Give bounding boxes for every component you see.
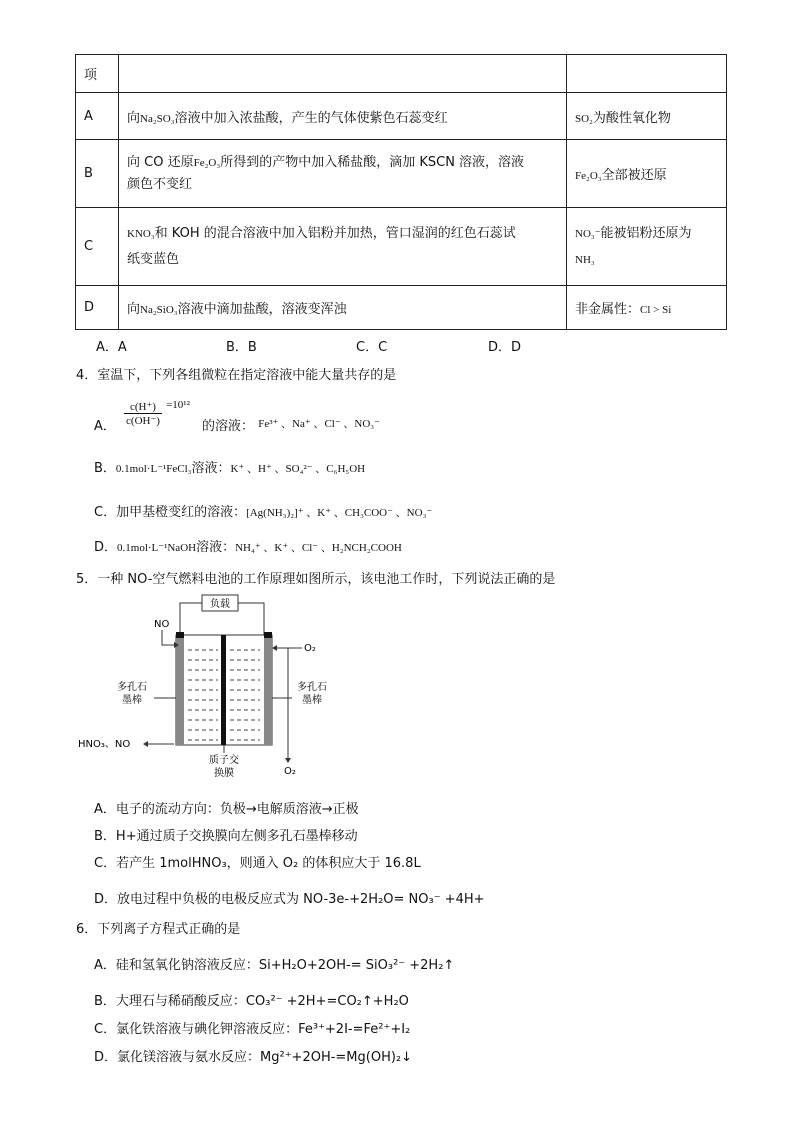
right-electrode: [264, 635, 272, 745]
row-conclusion: SO₂为酸性氧化物: [567, 93, 727, 140]
row-experiment: 向 CO 还原Fe₂O₃所得到的产物中加入稀盐酸，滴加 KSCN 溶液，溶液 颜色不变红: [119, 140, 567, 208]
o2-inlet-label: O₂: [304, 643, 316, 654]
q6-option-d[interactable]: D．氯化镁溶液与氨水反应：Mg²⁺+2OH-=Mg(OH)₂↓: [94, 1050, 413, 1065]
q4-option-c[interactable]: C．加甲基橙变红的溶液：[Ag(NH₃)₂]⁺ 、K⁺ 、CH₃COO⁻ 、NO₃⁻: [94, 505, 433, 520]
right-electrode-label: 多孔石: [297, 682, 327, 693]
membrane-label: 质子交: [209, 755, 239, 766]
table-row: [76, 140, 727, 208]
no-inlet-label: NO: [154, 619, 170, 630]
table-header-empty: [567, 55, 727, 93]
q3-choice-a[interactable]: A．A: [96, 340, 127, 355]
row-label: A: [76, 93, 119, 140]
q6-option-a[interactable]: A．硅和氢氧化钠溶液反应：Si+H₂O+2OH-= SiO₃²⁻ +2H₂↑: [94, 958, 455, 973]
row-experiment: 向Na₂SO₃溶液中加入浓盐酸，产生的气体使紫色石蕊变红: [119, 93, 567, 140]
q4-option-a[interactable]: A． $\frac{c(H^+)}{c(OH^-)}$ =10¹² 的溶液： Fe³⁺ 、Na⁺ 、Cl⁻ 、NO₃⁻: [94, 399, 380, 434]
svg-text:墨棒: 墨棒: [302, 695, 322, 706]
right-outlet-label: O₂: [284, 766, 296, 777]
left-electrode: [176, 635, 184, 745]
table-row: [76, 208, 727, 286]
q6-option-c[interactable]: C．氯化铁溶液与碘化钾溶液反应：Fe³⁺+2I-=Fe²⁺+I₂: [94, 1022, 411, 1037]
svg-text:换膜: 换膜: [214, 768, 234, 779]
fuel-cell-diagram: [70, 590, 330, 780]
row-conclusion: 非金属性：Cl > Si: [567, 286, 727, 330]
q6-option-b[interactable]: B．大理石与稀硝酸反应：CO₃²⁻ +2H+=CO₂↑+H₂O: [94, 994, 409, 1009]
left-outlet-label: HNO₃、NO: [78, 739, 131, 750]
question-3-table: [75, 54, 727, 330]
q3-choice-b[interactable]: B．B: [226, 340, 257, 355]
row-experiment: 向Na₂SiO₃溶液中滴加盐酸，溶液变浑浊: [119, 286, 567, 330]
wire-left: [180, 603, 202, 635]
q5-option-c[interactable]: C．若产生 1molHNO₃，则通入 O₂ 的体积应大于 16.8L: [94, 856, 421, 871]
membrane: [221, 635, 226, 745]
q5-option-d[interactable]: D．放电过程中负极的电极反应式为 NO-3e-+2H₂O= NO₃⁻ +4H+: [94, 892, 485, 907]
row-label: D: [76, 286, 119, 330]
table-row: [76, 286, 727, 330]
wire-right: [238, 603, 264, 635]
row-label: B: [76, 140, 119, 208]
no-inlet-arrow: [162, 630, 174, 645]
q4-option-b[interactable]: B．0.1mol·L⁻¹FeCl₃溶液：K⁺ 、H⁺ 、SO₄²⁻ 、C₆H₅OH: [94, 461, 366, 476]
q3-choice-c[interactable]: C．C: [356, 340, 388, 355]
row-label: C: [76, 208, 119, 286]
q4-option-d[interactable]: D．0.1mol·L⁻¹NaOH溶液：NH₄⁺ 、K⁺ 、Cl⁻ 、H₂NCH₂COOH: [94, 540, 402, 555]
left-electrode-label: 多孔石: [117, 682, 147, 693]
q6-stem: 6．下列离子方程式正确的是: [76, 922, 241, 937]
load-label: 负载: [210, 599, 230, 610]
q4-stem: 4．室温下，下列各组微粒在指定溶液中能大量共存的是: [76, 368, 397, 383]
table-header-cell: 项: [76, 55, 119, 93]
table-row: [76, 93, 727, 140]
q5-stem: 5．一种 NO-空气燃料电池的工作原理如图所示，该电池工作时，下列说法正确的是: [76, 572, 556, 587]
q5-option-a[interactable]: A．电子的流动方向：负极→电解质溶液→正极: [94, 802, 359, 817]
row-conclusion: Fe₂O₃全部被还原: [567, 140, 727, 208]
q3-choice-d[interactable]: D．D: [488, 340, 522, 355]
row-conclusion: NO₃⁻能被铝粉还原为 NH₃: [567, 208, 727, 286]
svg-text:墨棒: 墨棒: [122, 695, 142, 706]
q5-option-b[interactable]: B．H+通过质子交换膜向左侧多孔石墨棒移动: [94, 829, 358, 844]
row-experiment: KNO₃和 KOH 的混合溶液中加入铝粉并加热，管口湿润的红色石蕊试 纸变蓝色: [119, 208, 567, 286]
table-header-empty: [119, 55, 567, 93]
